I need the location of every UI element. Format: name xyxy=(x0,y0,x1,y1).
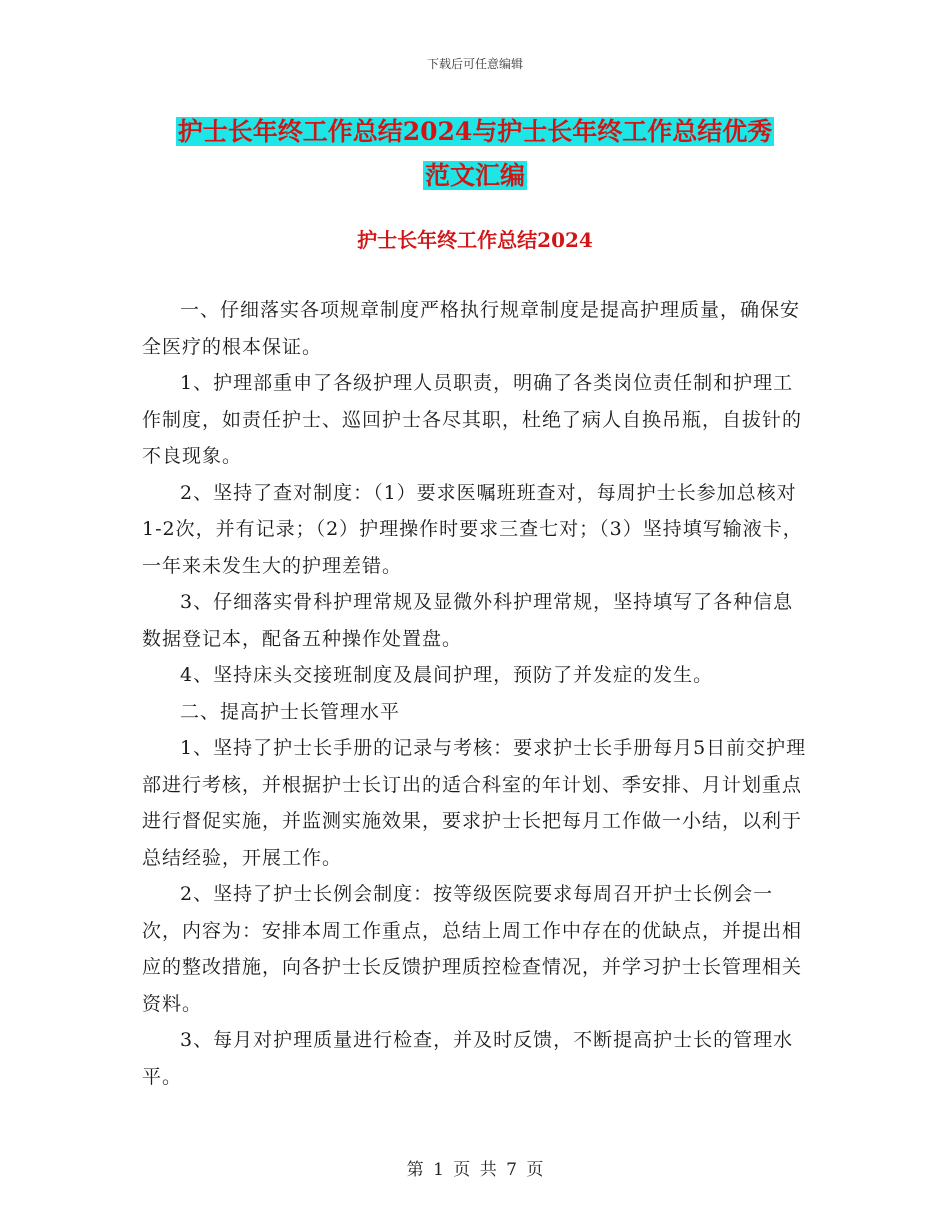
paragraph: 1、坚持了护士长手册的记录与考核：要求护士长手册每月5日前交护理部进行考核，并根据护士长订出的适合科室的年计划、季安排、月计划重点进行督促实施，并监测实施效果，要求护士长把每月工作做一小结，以利于总结经验，开展工作。 xyxy=(142,737,807,869)
paragraph: 3、仔细落实骨科护理常规及显微外科护理常规，坚持填写了各种信息数据登记本，配备五种操作处置盘。 xyxy=(142,591,794,650)
title-line-2: 范文汇编 xyxy=(424,161,525,190)
title-line-1: 护士长年终工作总结2024与护士长年终工作总结优秀 xyxy=(177,117,773,146)
paragraph: 二、提高护士长管理水平 xyxy=(180,700,401,723)
paragraph: 2、坚持了护士长例会制度：按等级医院要求每周召开护士长例会一次，内容为：安排本周工作重点，总结上周工作中存在的优缺点，并提出相应的整改措施，向各护士长反馈护理质控检查情况，并学习护士长管理相关资料。 xyxy=(142,883,803,1015)
paragraph: 一、仔细落实各项规章制度严格执行规章制度是提高护理质量，确保安全医疗的根本保证。 xyxy=(142,299,801,358)
paragraph: 2、坚持了查对制度：（1）要求医嘱班班查对，每周护士长参加总核对1-2次，并有记录；（2）护理操作时要求三查七对；（3）坚持填写输液卡，一年来未发生大的护理差错。 xyxy=(142,481,803,577)
document-title xyxy=(0,110,950,198)
page-number: 第 1 页 共 7 页 xyxy=(406,1160,544,1180)
paragraph: 1、护理部重申了各级护理人员职责，明确了各类岗位责任制和护理工作制度，如责任护士、巡回护士各尽其职，杜绝了病人自换吊瓶，自拔针的不良现象。 xyxy=(142,372,803,467)
header-note: 下载后可任意编辑 xyxy=(426,57,523,71)
paragraph: 3、每月对护理质量进行检查，并及时反馈，不断提高护士长的管理水平。 xyxy=(142,1029,794,1088)
document-body xyxy=(142,292,810,1095)
section-title: 护士长年终工作总结2024 xyxy=(357,228,593,252)
paragraph: 4、坚持床头交接班制度及晨间护理，预防了并发症的发生。 xyxy=(180,664,714,686)
